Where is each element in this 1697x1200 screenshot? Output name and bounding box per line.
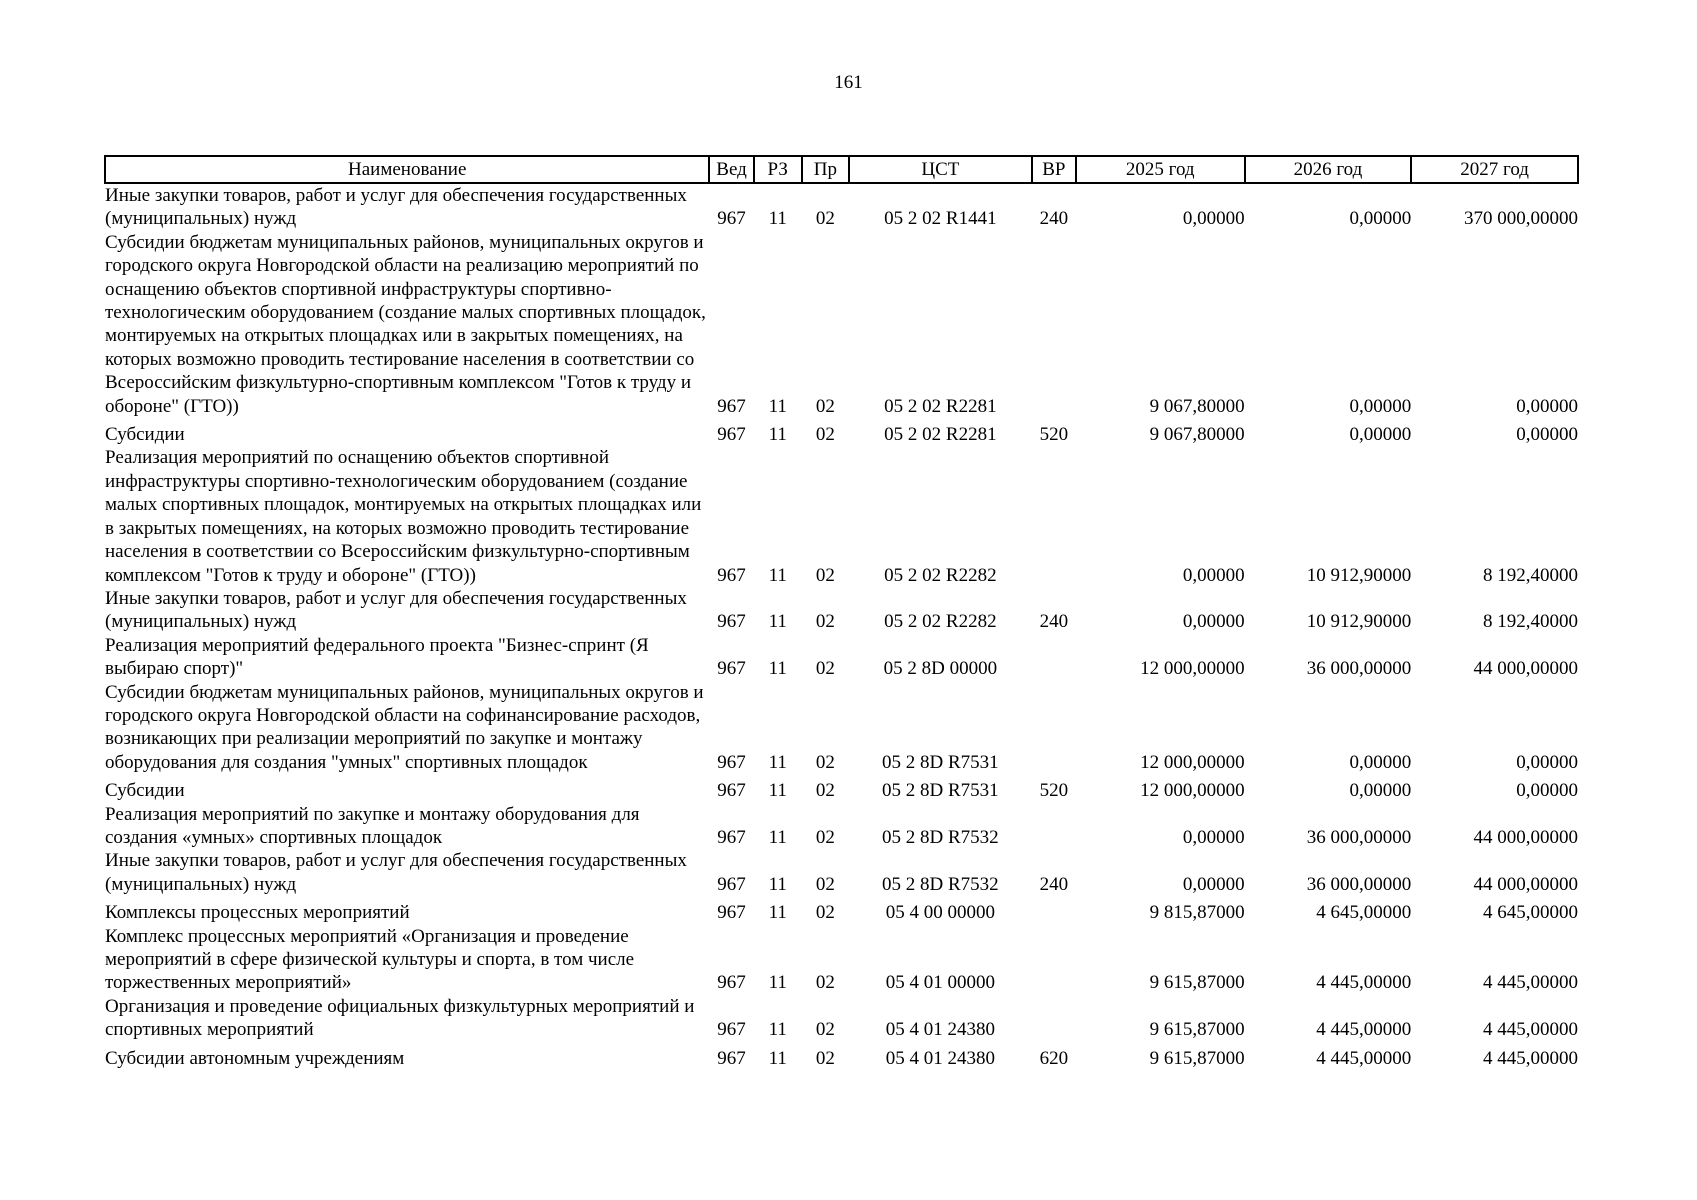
row-cst: 05 2 8D R7531 [882,780,999,802]
row-rz: 11 [768,751,787,773]
table-row [105,418,1578,446]
row-cst: 05 4 00 00000 [885,902,995,924]
row-pr: 02 [815,751,835,773]
row-ved: 967 [717,395,746,417]
row-pr: 02 [815,780,835,802]
row-ved: 967 [717,751,746,773]
row-pr: 02 [815,972,835,994]
table-row [105,183,1578,231]
row-vr [1032,634,1076,681]
row-vr: 520 [1039,424,1069,446]
row-2027: 44 000,00000 [1473,658,1578,680]
row-cst: 05 2 8D R7532 [882,873,999,895]
row-2027: 44 000,00000 [1473,826,1578,848]
row-2025: 0,00000 [1182,564,1245,586]
row-2027: 370 000,00000 [1464,208,1578,230]
row-ved: 967 [717,873,746,895]
row-name: Иные закупки товаров, работ и услуг для обеспечения государственных (муниципальных) нужд [105,185,687,230]
row-rz: 11 [768,395,787,417]
row-pr: 02 [815,826,835,848]
row-2025: 9 067,80000 [1149,424,1245,446]
row-name: Реализация мероприятий федерального проекта "Бизнес-спринт (Я выбираю спорт)" [105,634,649,680]
row-pr: 02 [815,658,835,680]
row-ved: 967 [717,658,746,680]
row-ved: 967 [717,780,746,802]
row-2026: 0,00000 [1349,208,1412,230]
row-vr [1032,995,1076,1042]
table-row [105,1042,1578,1070]
budget-table [104,155,1579,1070]
row-cst: 05 2 02 R2282 [884,611,997,633]
row-2027: 0,00000 [1516,780,1578,802]
row-2025: 9 615,87000 [1149,972,1245,994]
row-vr [1032,681,1076,775]
row-cst: 05 4 01 24380 [885,1047,995,1069]
row-ved: 967 [717,611,746,633]
row-name: Комплекс процессных мероприятий «Организация и проведение мероприятий в сфере физической культуры и спорта, в том числе торжественных мероприятий» [105,925,635,994]
row-name: Субсидии автономным учреждениям [105,1047,405,1069]
row-pr: 02 [815,424,835,446]
row-vr [1032,446,1076,586]
row-2025: 12 000,00000 [1140,658,1245,680]
header-vr: ВР [1032,156,1076,183]
row-2027: 4 445,00000 [1483,972,1578,994]
row-pr: 02 [815,564,835,586]
row-vr: 620 [1039,1047,1069,1069]
row-2025: 9 615,87000 [1149,1019,1245,1041]
row-rz: 11 [768,1047,787,1069]
row-2025: 9 067,80000 [1149,395,1245,417]
row-2026: 4 445,00000 [1316,1019,1412,1041]
header-2025: 2025 год [1076,156,1245,183]
row-name: Субсидии бюджетам муниципальных районов, муниципальных округов и городского округа Новгородской области на реализацию мероприятий по оснащению объектов спортивной инфраструктуры спортивно-технологическим оборудованием (создание малых спортивных площадок, монтируемых на открытых площадках или в закрытых помещениях, на которых возможно проводить тестирование населения в соответствии со Всероссийским физкультурно-спортивным комплексом "Готов к труду и обороне" (ГТО)) [105,231,706,417]
table-row [105,231,1578,418]
row-2025: 0,00000 [1182,873,1245,895]
row-rz: 11 [768,564,787,586]
row-name: Субсидии [105,780,185,802]
row-2026: 4 445,00000 [1316,972,1412,994]
row-pr: 02 [815,902,835,924]
row-name: Организация и проведение официальных физкультурных мероприятий и спортивных мероприятий [105,995,695,1041]
row-name: Субсидии [105,424,185,446]
row-cst: 05 2 8D 00000 [883,658,998,680]
row-ved: 967 [717,208,746,230]
row-cst: 05 2 8D R7531 [882,751,999,773]
row-ved: 967 [717,1047,746,1069]
row-name: Иные закупки товаров, работ и услуг для обеспечения государственных (муниципальных) нужд [105,850,687,895]
row-2027: 8 192,40000 [1483,564,1578,586]
table-row [105,681,1578,775]
header-name: Наименование [105,156,709,183]
row-pr: 02 [815,395,835,417]
row-ved: 967 [717,826,746,848]
row-pr: 02 [815,611,835,633]
row-2025: 0,00000 [1182,826,1245,848]
row-rz: 11 [768,611,787,633]
row-pr: 02 [815,208,835,230]
row-rz: 11 [768,1019,787,1041]
row-name: Иные закупки товаров, работ и услуг для обеспечения государственных (муниципальных) нужд [105,587,687,633]
table-row [105,995,1578,1042]
row-2026: 10 912,90000 [1306,611,1412,633]
page-number: 161 [834,72,863,93]
row-cst: 05 2 02 R2281 [884,395,997,417]
row-cst: 05 4 01 24380 [885,1019,995,1041]
row-2027: 4 445,00000 [1483,1019,1578,1041]
row-cst: 05 2 02 R1441 [884,208,997,230]
row-2026: 4 445,00000 [1316,1047,1412,1069]
row-name: Реализация мероприятий по закупке и монтажу оборудования для создания «умных» спортивных площадок [105,803,640,848]
row-2027: 8 192,40000 [1483,611,1578,633]
row-2027: 0,00000 [1516,751,1578,773]
row-vr: 240 [1039,873,1069,895]
table-row [105,803,1578,850]
row-ved: 967 [717,972,746,994]
row-rz: 11 [768,873,787,895]
row-rz: 11 [768,424,787,446]
row-ved: 967 [717,1019,746,1041]
table-row [105,896,1578,924]
row-2026: 36 000,00000 [1306,873,1412,895]
row-2026: 36 000,00000 [1306,658,1412,680]
row-rz: 11 [768,208,787,230]
row-vr [1032,803,1076,850]
row-2026: 4 645,00000 [1316,902,1412,924]
row-pr: 02 [815,1019,835,1041]
row-pr: 02 [815,1047,835,1069]
row-2025: 0,00000 [1182,208,1245,230]
row-rz: 11 [768,902,787,924]
row-name: Субсидии бюджетам муниципальных районов, муниципальных округов и городского округа Новгородской области на софинансирование расходов, возникающих при реализации мероприятий по закупке и монтажу оборудования для создания "умных" спортивных площадок [105,681,704,773]
table-row [105,587,1578,634]
row-2026: 0,00000 [1349,751,1412,773]
row-2025: 9 815,87000 [1149,902,1245,924]
row-vr [1032,925,1076,995]
row-2025: 12 000,00000 [1140,780,1245,802]
row-vr [1032,231,1076,418]
row-vr: 240 [1039,208,1069,230]
header-rz: РЗ [754,156,802,183]
row-2025: 0,00000 [1182,611,1245,633]
row-2026: 0,00000 [1349,424,1412,446]
table-row [105,925,1578,995]
row-2026: 0,00000 [1349,780,1412,802]
row-2027: 44 000,00000 [1473,873,1578,895]
table-row [105,774,1578,802]
row-vr [1032,896,1076,924]
row-ved: 967 [717,564,746,586]
row-2027: 0,00000 [1516,424,1578,446]
row-2025: 12 000,00000 [1140,751,1245,773]
row-2025: 9 615,87000 [1149,1047,1245,1069]
header-cst: ЦСТ [849,156,1032,183]
table-header-row [105,156,1578,183]
row-2026: 36 000,00000 [1306,826,1412,848]
row-rz: 11 [768,972,787,994]
row-2026: 0,00000 [1349,395,1412,417]
row-2027: 4 445,00000 [1483,1047,1578,1069]
row-rz: 11 [768,780,787,802]
table-row [105,849,1578,896]
row-2026: 10 912,90000 [1306,564,1412,586]
row-pr: 02 [815,873,835,895]
header-ved: Вед [709,156,753,183]
row-rz: 11 [768,826,787,848]
row-vr: 520 [1039,780,1069,802]
header-2027: 2027 год [1411,156,1578,183]
row-2027: 4 645,00000 [1483,902,1578,924]
row-ved: 967 [717,424,746,446]
row-rz: 11 [768,658,787,680]
row-cst: 05 4 01 00000 [885,972,995,994]
row-cst: 05 2 8D R7532 [882,826,999,848]
row-name: Комплексы процессных мероприятий [105,902,410,924]
row-2027: 0,00000 [1516,395,1578,417]
row-ved: 967 [717,902,746,924]
table-row [105,634,1578,681]
row-cst: 05 2 02 R2282 [884,564,997,586]
header-pr: Пр [802,156,849,183]
table-row [105,446,1578,586]
row-name: Реализация мероприятий по оснащению объектов спортивной инфраструктуры спортивно-технологическим оборудованием (создание малых спортивных площадок, монтируемых на открытых площадках или в закрытых помещениях, на которых возможно проводить тестирование населения в соответствии со Всероссийским физкультурно-спортивным комплексом "Готов к труду и обороне" (ГТО)) [105,447,702,586]
row-vr: 240 [1039,611,1069,633]
header-2026: 2026 год [1245,156,1412,183]
row-cst: 05 2 02 R2281 [884,424,997,446]
